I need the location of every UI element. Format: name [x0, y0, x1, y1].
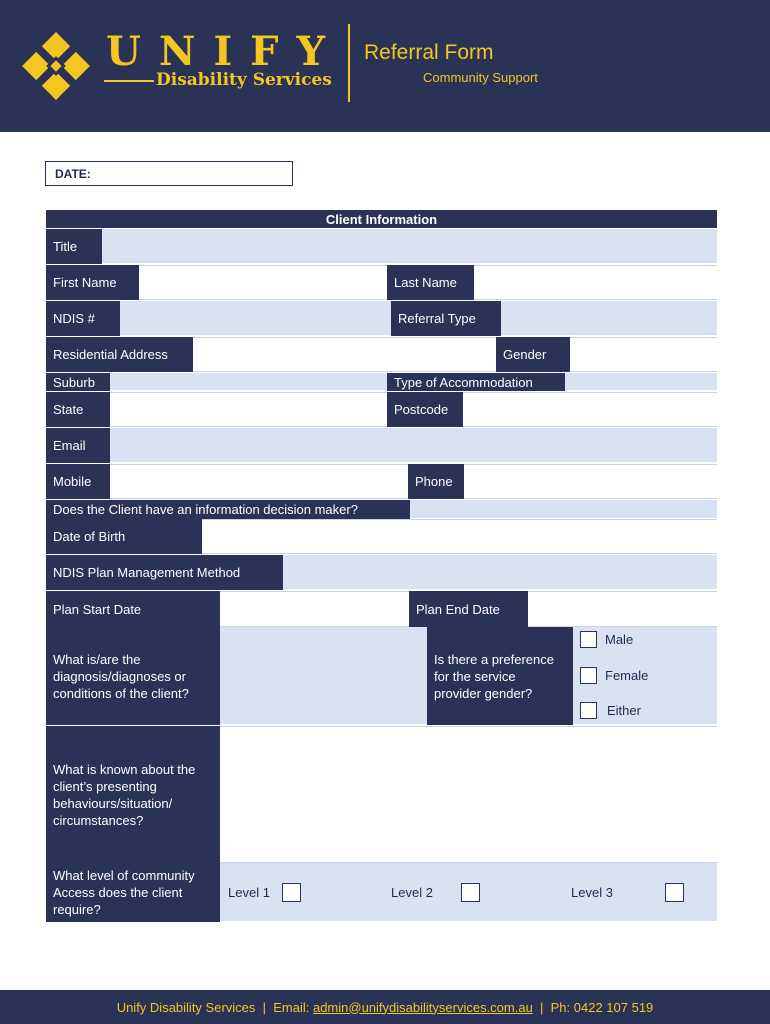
level-2-label: Level 2 — [391, 885, 433, 900]
header-divider — [348, 24, 350, 102]
either-label: Either — [607, 703, 641, 718]
behaviours-input[interactable] — [220, 726, 717, 863]
postcode-label: Postcode — [387, 392, 463, 427]
state-input[interactable] — [110, 392, 387, 427]
address-input[interactable] — [193, 337, 496, 372]
dob-input[interactable] — [202, 519, 717, 554]
gender-pref-options — [573, 627, 717, 725]
behaviours-label: What is known about the client’s presenting behaviours/situation/ circumstances? — [46, 726, 220, 863]
decision-maker-label: Does the Client have an information decision maker? — [46, 500, 410, 519]
email-label: Email — [46, 428, 110, 463]
postcode-input[interactable] — [463, 392, 717, 427]
diagnosis-label: What is/are the diagnosis/diagnoses or conditions of the client? — [46, 627, 220, 725]
level-1-checkbox[interactable] — [282, 883, 301, 902]
level-2-checkbox[interactable] — [461, 883, 480, 902]
phone-input[interactable] — [464, 464, 717, 499]
gender-label: Gender — [496, 337, 570, 372]
plan-end-label: Plan End Date — [409, 591, 528, 627]
section-header: Client Information — [46, 210, 717, 228]
level-3-checkbox[interactable] — [665, 883, 684, 902]
mobile-label: Mobile — [46, 464, 110, 499]
state-label: State — [46, 392, 110, 427]
date-field[interactable] — [45, 161, 293, 186]
date-label: DATE: — [55, 167, 91, 181]
phone-label: Phone — [408, 464, 464, 499]
referral-type-label: Referral Type — [391, 301, 501, 336]
access-level-options — [220, 863, 717, 922]
unify-logo-icon — [20, 30, 92, 102]
gender-option-either[interactable] — [580, 702, 641, 719]
form-title: Referral Form — [364, 41, 494, 64]
brand-name: UNIFY — [106, 28, 344, 75]
level-1-option[interactable] — [228, 883, 301, 902]
accommodation-label: Type of Accommodation — [387, 373, 565, 391]
gender-input[interactable] — [570, 337, 717, 372]
level-2-option[interactable] — [391, 883, 480, 902]
dob-label: Date of Birth — [46, 519, 202, 554]
title-input[interactable] — [102, 229, 717, 264]
address-label: Residential Address — [46, 337, 193, 372]
first-name-input[interactable] — [139, 265, 387, 300]
diagnosis-input[interactable] — [220, 627, 427, 725]
level-1-label: Level 1 — [228, 885, 270, 900]
level-3-option[interactable] — [571, 883, 684, 902]
plan-start-input[interactable] — [220, 591, 409, 627]
accommodation-input[interactable] — [565, 373, 717, 391]
male-label: Male — [605, 632, 634, 647]
plan-method-input[interactable] — [283, 555, 717, 590]
plan-end-input[interactable] — [528, 591, 717, 627]
male-checkbox[interactable] — [580, 631, 597, 648]
brand-underline — [104, 80, 154, 82]
footer-separator-1: | — [255, 999, 274, 1015]
female-checkbox[interactable] — [580, 667, 597, 684]
header-banner — [0, 0, 770, 132]
suburb-label: Suburb — [46, 373, 110, 391]
footer-phone: Ph: 0422 107 519 — [550, 999, 654, 1015]
last-name-label: Last Name — [387, 265, 474, 300]
footer-separator-2: | — [532, 999, 551, 1015]
brand-subtitle: Disability Services — [156, 70, 332, 90]
footer-email-link[interactable]: admin@unifydisabilityservices.com.au — [312, 999, 533, 1015]
gender-option-female[interactable] — [580, 667, 648, 684]
title-label: Title — [46, 229, 102, 264]
footer — [0, 990, 770, 1024]
first-name-label: First Name — [46, 265, 139, 300]
level-3-label: Level 3 — [571, 885, 613, 900]
ndis-input[interactable] — [120, 301, 391, 336]
female-label: Female — [605, 668, 649, 683]
either-checkbox[interactable] — [580, 702, 597, 719]
plan-start-label: Plan Start Date — [46, 591, 220, 627]
email-input[interactable] — [110, 428, 717, 463]
gender-option-male[interactable] — [580, 631, 633, 648]
form-subtitle: Community Support — [423, 70, 538, 85]
decision-maker-input[interactable] — [410, 500, 717, 519]
last-name-input[interactable] — [474, 265, 717, 300]
suburb-input[interactable] — [110, 373, 387, 391]
referral-type-input[interactable] — [501, 301, 717, 336]
footer-email-label: Email: — [273, 999, 310, 1015]
mobile-input[interactable] — [110, 464, 408, 499]
ndis-label: NDIS # — [46, 301, 120, 336]
gender-pref-label: Is there a preference for the service provider gender? — [427, 627, 573, 725]
footer-org: Unify Disability Services — [116, 999, 256, 1015]
plan-method-label: NDIS Plan Management Method — [46, 555, 283, 590]
access-level-label: What level of community Access does the client require? — [46, 863, 220, 922]
